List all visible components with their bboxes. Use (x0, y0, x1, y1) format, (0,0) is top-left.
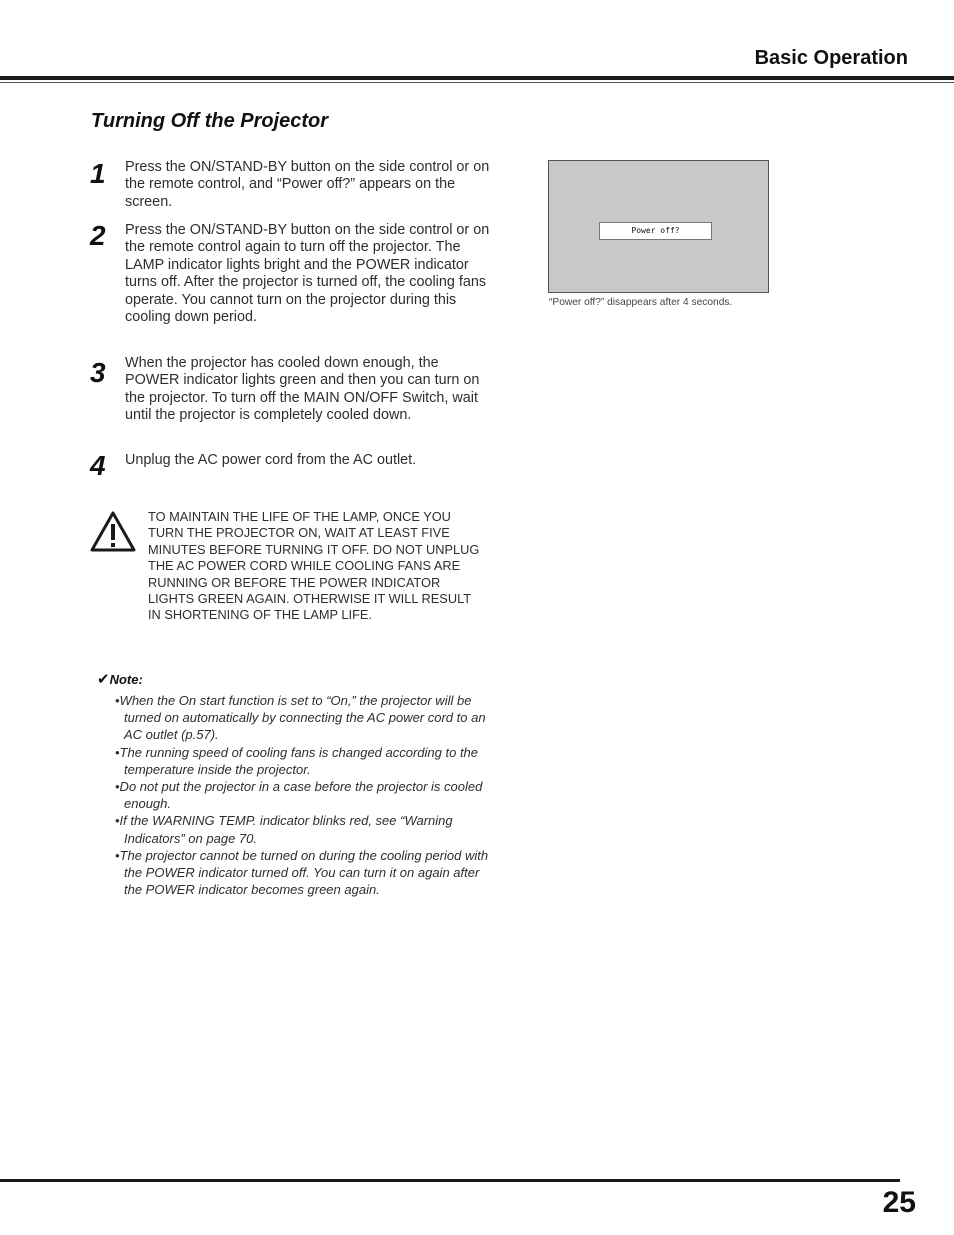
step-text-3: When the projector has cooled down enough, the POWER indicator lights green and then you can turn on the projector. To turn off the MAIN ON/OFF Switch, wait until the projector is completely cooled down. (125, 355, 480, 424)
step-text-2: Press the ON/STAND-BY button on the side control or on the remote control again to turn off the projector. The LAMP indicator lights bright and the POWER indicator turns off. After the projector is turned off, the cooling fans operate. You cannot turn on the projector during this cooling down period. (125, 222, 490, 326)
note-heading (97, 670, 143, 688)
screen-caption: “Power off?” disappears after 4 seconds. (549, 297, 733, 308)
step-text-4: Unplug the AC power cord from the AC outlet. (125, 452, 417, 468)
power-off-dialog: Power off? (599, 222, 712, 240)
note-title: Note: (109, 672, 143, 687)
note-item: •When the On start function is set to “On,” the projector will be turned on automatically by connecting the AC power cord to an AC outlet (p.57). (115, 693, 486, 743)
warning-text: TO MAINTAIN THE LIFE OF THE LAMP, ONCE YOU TURN THE PROJECTOR ON, WAIT AT LEAST FIVE MINUTES BEFORE TURNING IT OFF. DO NOT UNPLUG THE AC POWER CORD WHILE COOLING FANS ARE RUNNING OR BEFORE THE POWER INDICATOR LIGHTS GREEN AGAIN. OTHERWISE IT WILL RESULT IN SHORTENING OF THE LAMP LIFE. (148, 509, 480, 623)
step-number-2: 2 (90, 220, 106, 251)
check-icon: ✔ (97, 671, 110, 688)
footer-rule (0, 1179, 900, 1182)
note-list (115, 692, 500, 898)
step-number-3: 3 (90, 357, 106, 388)
header-title: Basic Operation (754, 47, 908, 69)
step-number-4: 4 (90, 450, 106, 481)
note-item: •Do not put the projector in a case before the projector is cooled enough. (115, 779, 483, 812)
header-rule (0, 76, 954, 80)
section-title: Turning Off the Projector (91, 110, 329, 132)
step-number-1: 1 (90, 158, 106, 189)
note-item: •The running speed of cooling fans is changed according to the temperature inside the projector. (115, 744, 479, 777)
warning-triangle-icon (90, 511, 136, 553)
step-text-1: Press the ON/STAND-BY button on the side control or on the remote control, and “Power off?” appears on the screen. (125, 159, 490, 210)
note-item: •If the WARNING TEMP. indicator blinks red, see “Warning Indicators” on page 70. (115, 813, 453, 846)
page-number: 25 (882, 1186, 916, 1219)
projector-screen-illustration (548, 160, 769, 293)
header-rule-thin (0, 82, 954, 83)
note-item: •The projector cannot be turned on during the cooling period with the POWER indicator turned off. You can turn it on again after the POWER indicator becomes green again. (115, 847, 489, 898)
